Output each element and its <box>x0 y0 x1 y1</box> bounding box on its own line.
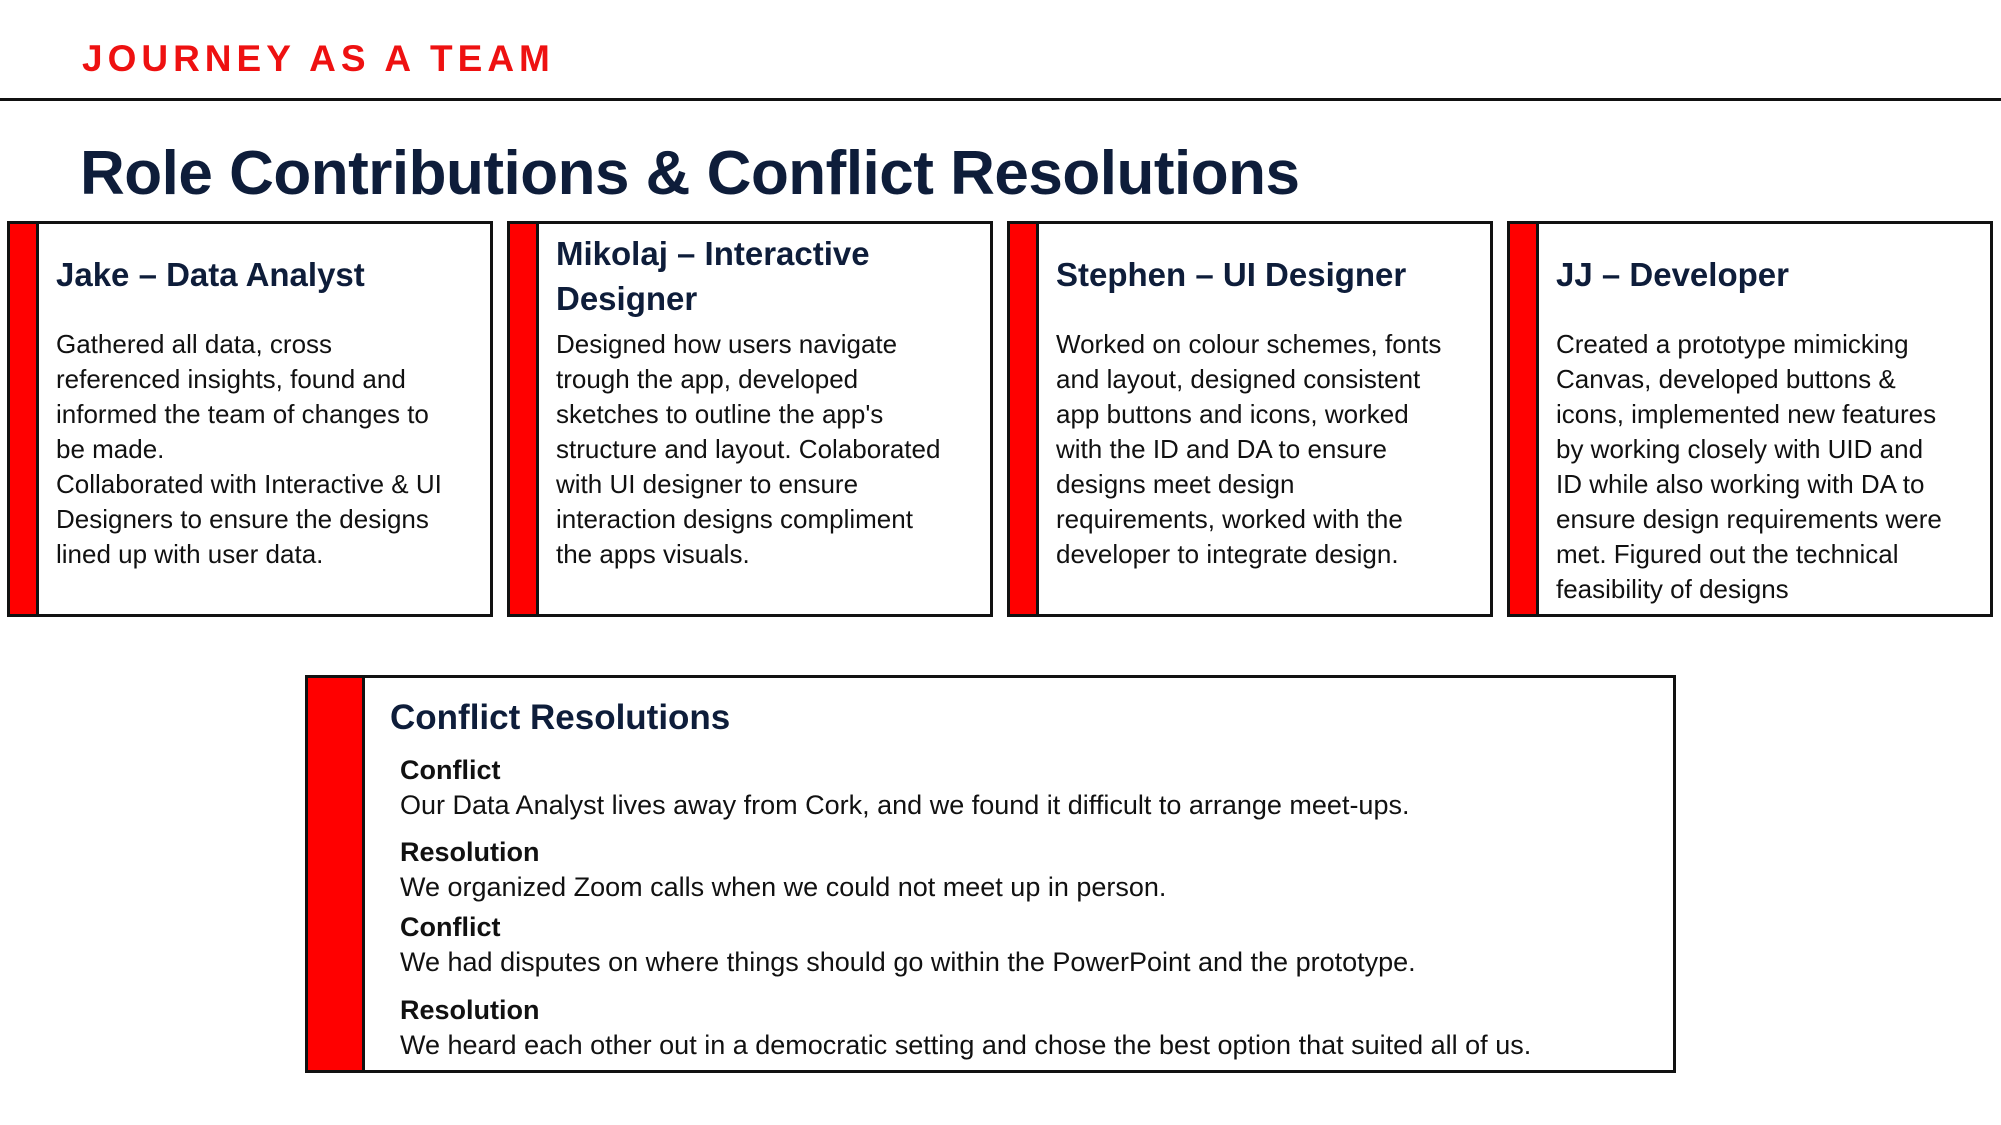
role-card-ui-designer <box>1007 221 1493 617</box>
role-card-description: Gathered all data, cross referenced insights, found and informed the team of changes to be made. Collaborated with Interactive & UI Designers to ensure the designs lined up with user data. <box>56 329 442 569</box>
entry-label: Conflict <box>400 755 501 785</box>
role-card-description: Designed how users navigate trough the app, developed sketches to outline the app's structure and layout. Colaborated with UI designer to ensure interaction designs compliment the apps visuals. <box>556 329 941 569</box>
role-card-title: JJ – Developer <box>1556 256 1789 293</box>
role-card-title: Mikolaj – Interactive Designer <box>556 235 870 317</box>
conflict-entry <box>400 910 1653 980</box>
entry-label: Conflict <box>400 912 501 942</box>
card-accent-bar <box>1510 224 1539 614</box>
role-card-title: Jake – Data Analyst <box>56 256 365 293</box>
resolution-entry <box>400 993 1653 1063</box>
entry-text: Our Data Analyst lives away from Cork, and we found it difficult to arrange meet-ups. <box>400 790 1410 820</box>
page-title: Role Contributions & Conflict Resolutions <box>80 139 1300 208</box>
card-accent-bar <box>510 224 539 614</box>
entry-label: Resolution <box>400 995 540 1025</box>
entry-text: We heard each other out in a democratic setting and chose the best option that suited all of us. <box>400 1030 1532 1060</box>
header-divider <box>0 98 2001 101</box>
role-card-description: Worked on colour schemes, fonts and layout, designed consistent app buttons and icons, worked with the ID and DA to ensure designs meet design requirements, worked with the developer to integrate design. <box>1056 329 1442 569</box>
card-accent-bar <box>1010 224 1039 614</box>
role-card-data-analyst <box>7 221 493 617</box>
role-card-interactive-designer <box>507 221 993 617</box>
panel-accent-bar <box>308 678 365 1070</box>
role-card-description: Created a prototype mimicking Canvas, developed buttons & icons, implemented new features by working closely with UID and ID while also working with DA to ensure design requirements were met. Figured out the technical feasibility of designs <box>1556 329 1942 604</box>
conflict-resolutions-title: Conflict Resolutions <box>390 698 731 737</box>
conflict-entry <box>400 753 1653 823</box>
resolution-entry <box>400 835 1653 905</box>
role-card-developer <box>1507 221 1993 617</box>
entry-text: We organized Zoom calls when we could not meet up in person. <box>400 872 1167 902</box>
entry-label: Resolution <box>400 837 540 867</box>
section-kicker: JOURNEY AS A TEAM <box>82 38 555 79</box>
entry-text: We had disputes on where things should go within the PowerPoint and the prototype. <box>400 947 1416 977</box>
card-accent-bar <box>10 224 39 614</box>
role-card-title: Stephen – UI Designer <box>1056 256 1407 293</box>
conflict-resolutions-panel <box>305 675 1676 1073</box>
